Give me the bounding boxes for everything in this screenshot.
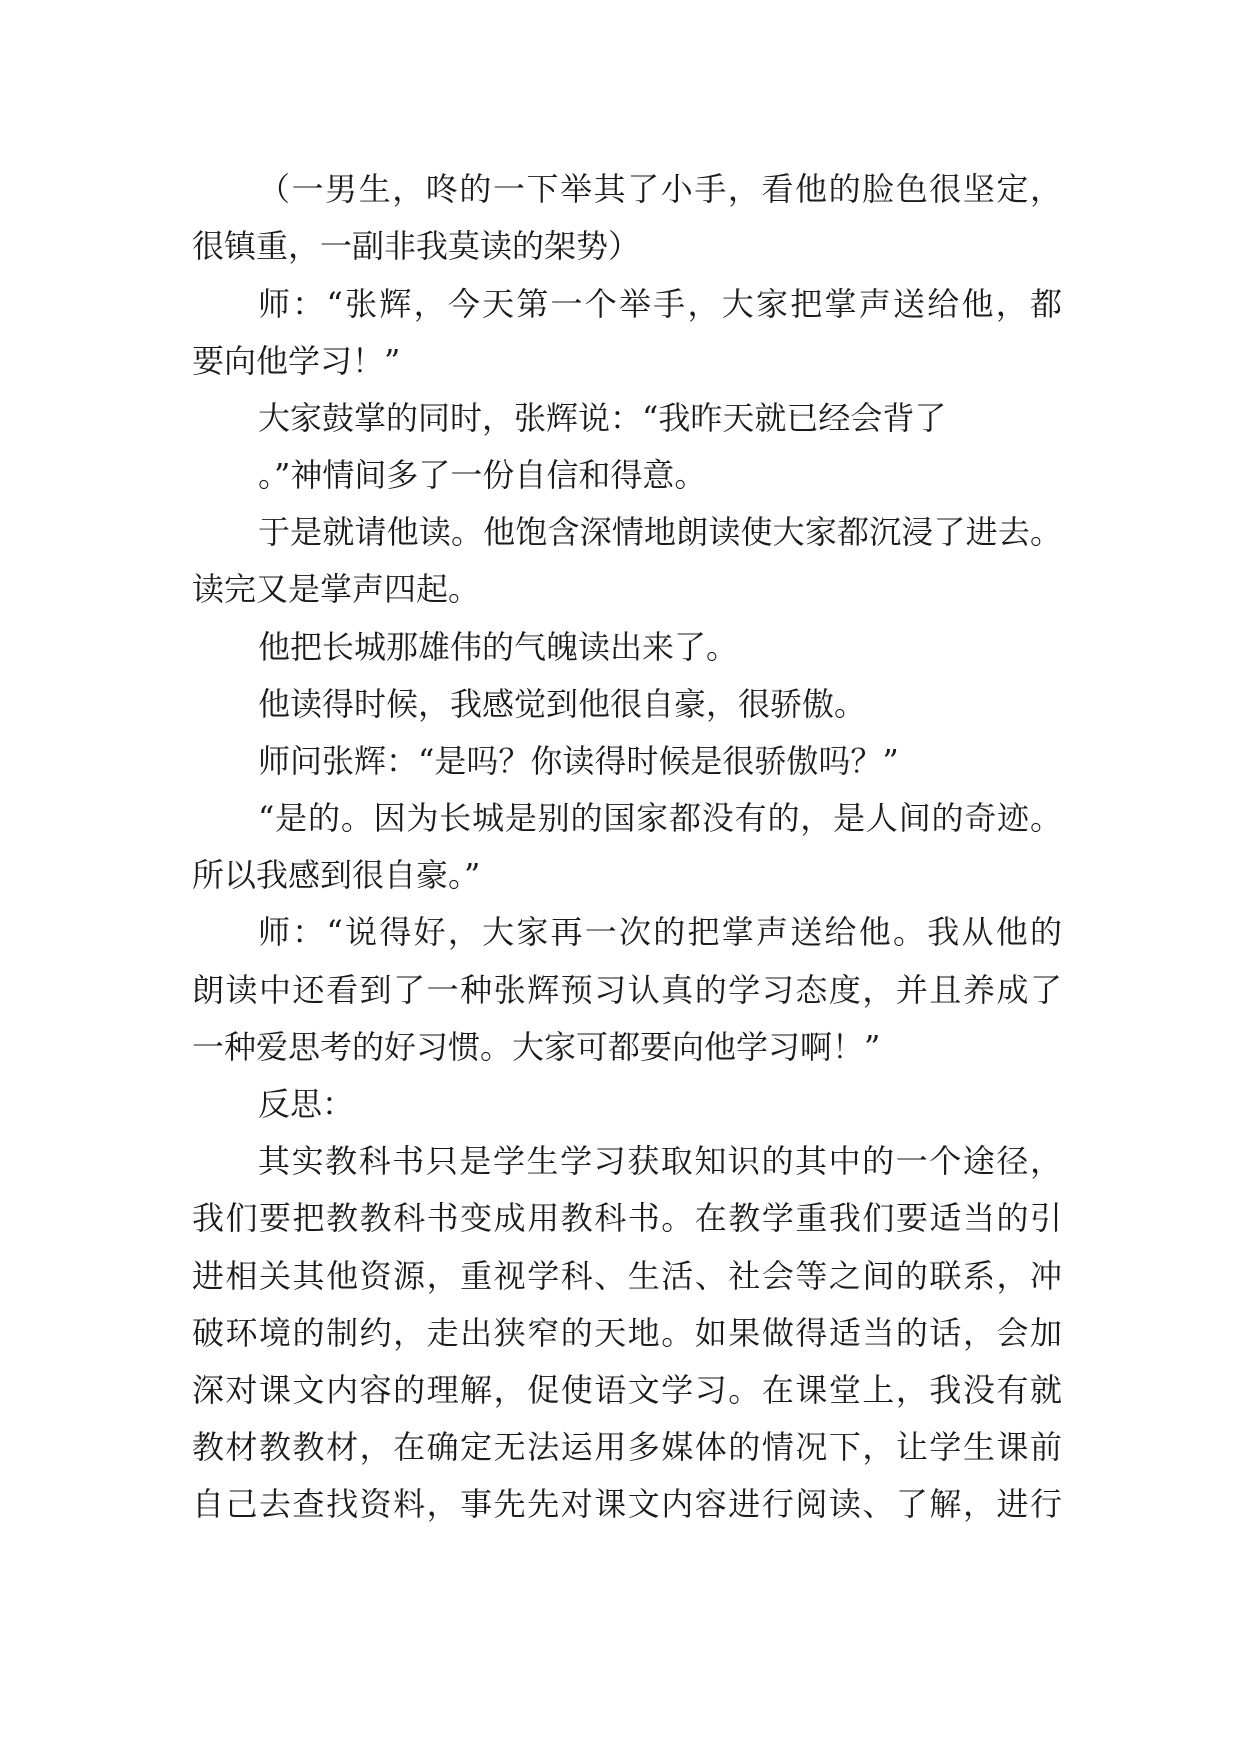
text-line: 我们要把教教科书变成用教科书。在教学重我们要适当的引 [192, 1199, 1062, 1237]
text-line: 师：“说得好，大家再一次的把掌声送给他。我从他的 [258, 913, 1062, 951]
text-line: 。”神情间多了一份自信和得意。 [258, 456, 707, 494]
text-line: 进相关其他资源，重视学科、生活、社会等之间的联系，冲 [192, 1257, 1062, 1295]
text-line: 其实教科书只是学生学习获取知识的其中的一个途径， [258, 1142, 1062, 1180]
text-line: 破环境的制约，走出狭窄的天地。如果做得适当的话，会加 [192, 1314, 1062, 1352]
text-line: 读完又是掌声四起。 [192, 570, 481, 608]
text-line: 自己去查找资料，事先先对课文内容进行阅读、了解，进行 [192, 1485, 1062, 1523]
text-line: “是的。因为长城是别的国家都没有的，是人间的奇迹。 [258, 799, 1062, 837]
text-line: 很镇重，一副非我莫读的架势） [192, 227, 641, 265]
text-line: 一种爱思考的好习惯。大家可都要向他学习啊！” [192, 1028, 881, 1066]
text-line: 教材教教材，在确定无法运用多媒体的情况下，让学生课前 [192, 1428, 1062, 1466]
text-line: 他读得时候，我感觉到他很自豪，很骄傲。 [258, 685, 867, 723]
text-line: 于是就请他读。他饱含深情地朗读使大家都沉浸了进去。 [258, 513, 1062, 551]
text-line: 师：“张辉，今天第一个举手，大家把掌声送给他，都 [258, 285, 1062, 323]
text-line: （一男生，咚的一下举其了小手，看他的脸色很坚定， [258, 170, 1062, 208]
text-line: 深对课文内容的理解，促使语文学习。在课堂上，我没有就 [192, 1371, 1062, 1409]
text-line: 要向他学习！” [192, 342, 401, 380]
text-line: 朗读中还看到了一种张辉预习认真的学习态度，并且养成了 [192, 971, 1062, 1009]
text-line: 所以我感到很自豪。” [192, 856, 481, 894]
text-line: 大家鼓掌的同时，张辉说：“我昨天就已经会背了 [258, 399, 947, 437]
text-line: 他把长城那雄伟的气魄读出来了。 [258, 628, 739, 666]
text-line: 反思： [258, 1085, 355, 1123]
text-line: 师问张辉：“是吗？你读得时候是很骄傲吗？” [258, 742, 899, 780]
